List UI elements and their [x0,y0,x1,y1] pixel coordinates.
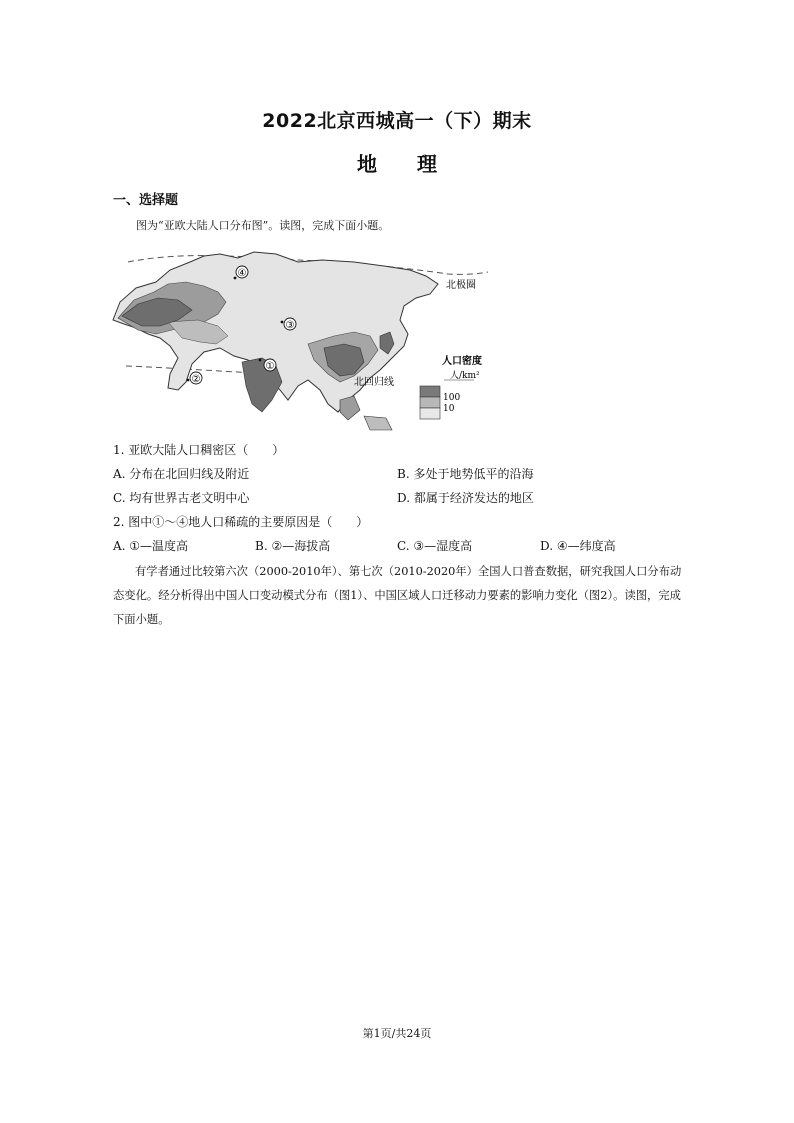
question-2-stem: 2. 图中①～④地人口稀疏的主要原因是（ ） [113,515,369,529]
island-region [364,416,392,430]
legend-unit: 人/km² [450,371,480,381]
question-1-option-a: A. 分布在北回归线及附近 [113,467,250,481]
tropic-label: 北回归线 [354,377,394,388]
svg-text:③: ③ [285,320,295,331]
question-2-option-a: A. ①—温度高 [113,539,189,553]
svg-text:①: ① [265,361,275,372]
eurasia-population-map [108,240,493,435]
svg-text:②: ② [191,374,201,385]
legend-title: 人口密度 [442,356,482,367]
question-1-stem: 1. 亚欧大陆人口稠密区（ ） [113,443,285,457]
question-2-option-b: B. ②—海拔高 [255,539,331,553]
southeast-asia-islands [340,396,360,420]
arctic-circle-label: 北极圈 [446,280,476,291]
subject-title: 地 理 [357,152,437,176]
legend-swatch-medium [420,397,440,408]
legend-value-high: 100 [443,393,461,403]
exam-title: 2022北京西城高一（下）期末 [262,110,532,132]
page-number: 第1页/共24页 [362,1027,432,1040]
question-2-option-d: D. ④—纬度高 [540,539,616,553]
question-1-option-d: D. 都属于经济发达的地区 [397,491,534,505]
legend-swatch-high [420,386,440,397]
question-1-option-b: B. 多处于地势低平的沿海 [397,467,534,481]
map-intro-text: 图为“亚欧大陆人口分布图”。读图，完成下面小题。 [136,219,390,232]
section-heading: 一、选择题 [113,193,179,208]
legend-value-low: 10 [443,404,455,414]
passage-paragraph: 有学者通过比较第六次（2000-2010年）、第七次（2010-2020年）全国人口普查数据，研究我国人口分布动态变化。经分析得出中国人口变动模式分布（图1）、中国区域人口迁移动力要素的影响力变化（图2）。读图，完成下面小题。 [113,565,682,626]
svg-text:④: ④ [237,268,247,279]
legend-swatch-low [420,408,440,419]
question-1-option-c: C. 均有世界古老文明中心 [113,491,250,505]
density-legend [420,354,482,419]
question-2-option-c: C. ③—湿度高 [397,539,473,553]
